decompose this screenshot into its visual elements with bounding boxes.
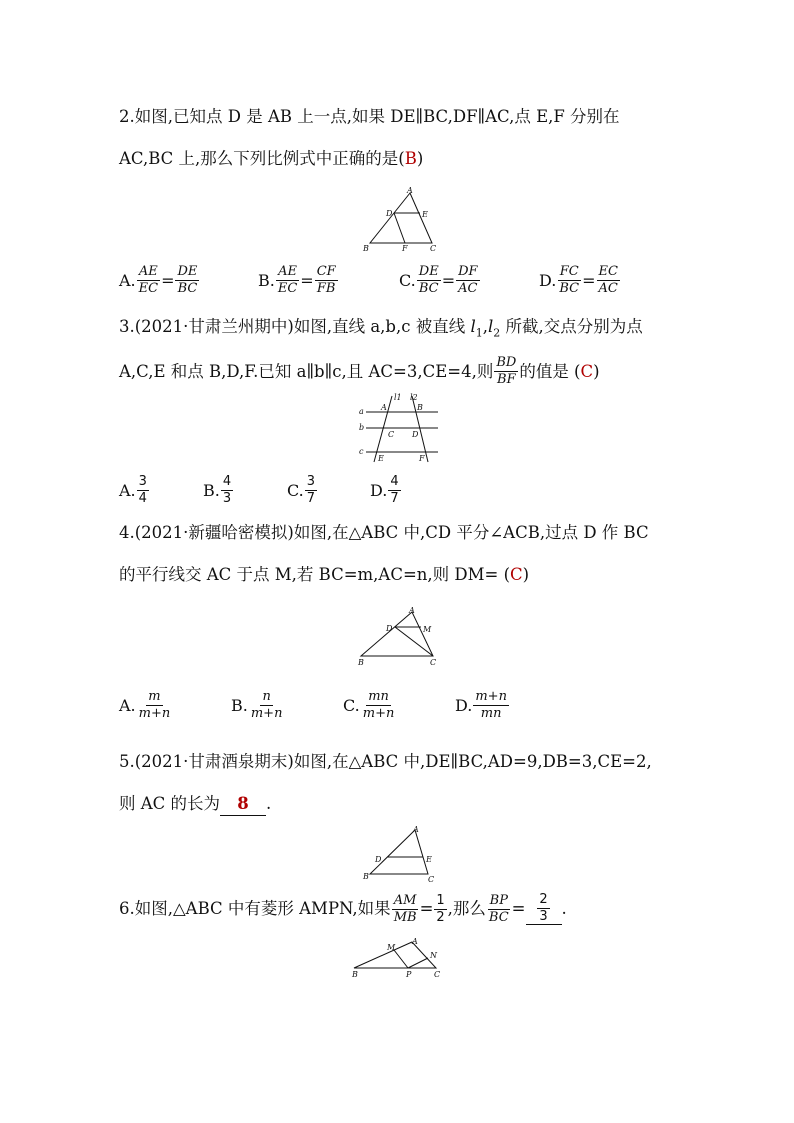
- q4-option-c: [343, 690, 397, 721]
- equals: =: [419, 899, 434, 918]
- frac-den: 7: [390, 491, 399, 506]
- frac-den: AC: [598, 281, 618, 296]
- q3-fig-label-a: a: [359, 407, 364, 416]
- q2-option-d-label: D.: [539, 271, 557, 290]
- q3-fig-label-pb: B: [417, 403, 423, 412]
- q5-fig-label-d: D: [375, 855, 382, 864]
- q4-option-b-frac: [249, 690, 285, 721]
- q6-fig-label-n: N: [430, 951, 437, 960]
- q2-option-d-frac2: [597, 265, 620, 296]
- frac-num: 3: [306, 474, 316, 489]
- q2-fig-label-f: F: [402, 244, 408, 253]
- frac-den: MB: [393, 909, 417, 925]
- q2-option-b-label: B.: [258, 271, 275, 290]
- q4-fig-label-c: C: [430, 658, 437, 667]
- q2-line2-pre: AC,BC 上,那么下列比例式中正确的是(: [119, 149, 405, 168]
- frac-den: m+n: [138, 706, 171, 721]
- q3-line1-post: 所截,交点分别为点: [500, 317, 643, 336]
- q2-option-b-frac1: [276, 265, 299, 296]
- q3-line2-post: ): [593, 361, 600, 381]
- q6-figure: [348, 936, 448, 980]
- q3-ratio: [494, 356, 518, 387]
- q5-line1: 5.(2021·甘肃酒泉期末)如图,在△ABC 中,DE∥BC,AD=9,DB=3,CE=2,: [119, 752, 652, 771]
- q5-answer: 8: [237, 794, 249, 813]
- q5-line2-pre: 则 AC 的长为: [119, 794, 221, 813]
- q3-option-d-label: D.: [370, 481, 388, 500]
- q4-fig-label-m: M: [423, 625, 432, 634]
- q3-option-c-frac: [305, 475, 317, 506]
- frac-num: 3: [138, 474, 147, 489]
- q4-line2: [119, 564, 529, 586]
- q3-sep: ,: [482, 317, 488, 336]
- q3-figure: [352, 392, 444, 464]
- frac-num: AM: [393, 892, 417, 908]
- q2-line2-post: ): [416, 149, 424, 168]
- q4-fig-label-a: A: [409, 606, 415, 615]
- q4-figure: [355, 606, 441, 668]
- q4-line2-post: ): [522, 565, 530, 584]
- q4-option-c-frac: [361, 690, 397, 721]
- frac-num: DE: [418, 264, 439, 279]
- q2-option-a: [119, 265, 200, 296]
- frac-den: 2: [436, 909, 445, 925]
- frac-num: 1: [436, 892, 445, 908]
- q2-option-c-frac2: [456, 265, 479, 296]
- q2-fig-label-a: A: [407, 186, 413, 195]
- q6-frac-half: [434, 894, 446, 925]
- q3-fig-label-c: c: [359, 447, 364, 456]
- equals: =: [300, 271, 314, 290]
- q4-fig-label-d: D: [386, 624, 393, 633]
- frac-den: mn: [480, 706, 502, 721]
- q5-answer-blank: [220, 793, 266, 816]
- frac-den: BC: [177, 281, 198, 296]
- q2-fig-label-d: D: [386, 209, 393, 218]
- q3-option-c: [287, 475, 318, 506]
- frac-den: 3: [222, 491, 232, 506]
- q4-option-a-label: A.: [119, 696, 136, 715]
- q2-fig-label-b: B: [363, 244, 369, 253]
- q2-line2: [119, 148, 423, 170]
- q3-line1: [119, 316, 643, 344]
- q3-option-b-frac: [221, 475, 233, 506]
- q3-option-d-frac: [388, 475, 400, 506]
- q3-option-a-frac: [137, 475, 149, 506]
- q3-line1-pre: 3.(2021·甘肃兰州期中)如图,直线 a,b,c 被直线: [119, 317, 471, 336]
- q3-l2-sub: 2: [493, 326, 501, 340]
- q5-line2: [119, 793, 271, 816]
- q6-fig-label-c: C: [434, 970, 441, 979]
- frac-den: m+n: [250, 706, 283, 721]
- frac-num: CF: [316, 264, 336, 279]
- frac-num: DE: [177, 264, 198, 279]
- q3-line2-pre: A,C,E 和点 B,D,F.已知 a∥b∥c,且 AC=3,CE=4,则: [119, 361, 494, 381]
- q3-answer: C: [580, 361, 594, 381]
- frac-den: m+n: [362, 706, 395, 721]
- q4-option-d-frac: [473, 690, 509, 721]
- frac-den: AC: [458, 281, 478, 296]
- frac-num: FC: [559, 264, 579, 279]
- frac-num: 4: [222, 474, 232, 489]
- q6-post: .: [561, 899, 567, 918]
- frac-den: 7: [306, 491, 316, 506]
- q2-figure: [358, 185, 440, 255]
- q3-l2: l: [488, 317, 494, 336]
- frac-num: AE: [278, 264, 297, 279]
- frac-den: 4: [138, 491, 147, 506]
- q2-option-d: [539, 265, 621, 296]
- q3-fig-label-pe: E: [378, 454, 384, 463]
- frac-num: m: [148, 689, 161, 704]
- q2-option-b-frac2: [315, 265, 338, 296]
- q6-fig-label-a: A: [412, 937, 418, 946]
- q6-line: [119, 892, 567, 925]
- q6-frac-am-mb: [392, 894, 419, 925]
- q2-line1: 2.如图,已知点 D 是 AB 上一点,如果 DE∥BC,DF∥AC,点 E,F 分别在: [119, 107, 620, 126]
- q3-fig-label-pf: F: [419, 454, 425, 463]
- q2-fig-label-c: C: [430, 244, 437, 253]
- frac-den: FB: [316, 281, 336, 296]
- equals: =: [441, 271, 456, 290]
- q3-line2: [119, 356, 600, 387]
- frac-den: EC: [277, 281, 298, 296]
- q6-fig-label-b: B: [352, 970, 358, 979]
- q3-option-b-label: B.: [203, 481, 220, 500]
- frac-num: BP: [489, 892, 508, 908]
- q4-fig-label-b: B: [358, 658, 364, 667]
- q3-fig-label-pc: C: [388, 430, 395, 439]
- q2-option-a-label: A.: [119, 271, 136, 290]
- q6-fig-label-m: M: [387, 943, 396, 952]
- q3-option-b: [203, 475, 234, 506]
- q3-fig-label-l1: l1: [394, 393, 402, 402]
- q6-answer: [537, 893, 549, 924]
- frac-num: EC: [598, 264, 618, 279]
- q3-option-c-label: C.: [287, 481, 304, 500]
- q2-fig-label-e: E: [422, 210, 428, 219]
- q2-option-b: [258, 265, 339, 296]
- frac-num: 2: [539, 892, 548, 907]
- q6-pre: 6.如图,△ABC 中有菱形 AMPN,如果: [119, 899, 391, 918]
- frac-num: AE: [138, 264, 158, 279]
- q3-option-a-label: A.: [119, 481, 136, 500]
- q4-line2-pre: 的平行线交 AC 于点 M,若 BC=m,AC=n,则 DM= (: [119, 565, 511, 584]
- equals: =: [511, 899, 526, 918]
- q2-option-c-label: C.: [399, 271, 416, 290]
- q2-answer: B: [404, 149, 417, 168]
- q5-line2-post: .: [266, 794, 272, 813]
- q4-option-d: [455, 690, 510, 721]
- frac-den: BC: [488, 909, 509, 925]
- q3-l1: l: [470, 317, 476, 336]
- q3-fig-label-pa: A: [381, 403, 387, 412]
- frac-den: BF: [497, 372, 516, 387]
- q3-fig-label-b: b: [359, 423, 365, 432]
- equals: =: [161, 271, 175, 290]
- q3-line2-mid: 的值是 (: [519, 361, 581, 381]
- q6-frac-bp-bc: [487, 894, 511, 925]
- q5-figure: [360, 824, 442, 884]
- q4-option-b: [231, 690, 285, 721]
- q4-answer: C: [510, 565, 523, 584]
- q2-option-c-frac1: [417, 265, 441, 296]
- frac-num: BD: [496, 355, 517, 370]
- q3-fig-label-pd: D: [412, 430, 419, 439]
- frac-num: DF: [458, 264, 478, 279]
- q2-option-d-frac1: [557, 265, 581, 296]
- q2-option-a-frac2: [175, 265, 199, 296]
- frac-num: mn: [368, 689, 389, 704]
- q4-option-c-label: C.: [343, 696, 360, 715]
- q5-fig-label-b: B: [363, 872, 369, 881]
- q2-option-a-frac1: [137, 265, 160, 296]
- q2-option-c: [399, 265, 481, 296]
- equals: =: [582, 271, 596, 290]
- q3-fig-label-l2: l2: [410, 393, 418, 402]
- q3-option-a: [119, 475, 150, 506]
- q4-line1: 4.(2021·新疆哈密模拟)如图,在△ABC 中,CD 平分∠ACB,过点 D 作 BC: [119, 523, 649, 542]
- frac-num: m+n: [475, 689, 507, 704]
- q4-option-b-label: B.: [231, 696, 248, 715]
- q5-fig-label-a: A: [413, 825, 419, 834]
- frac-den: EC: [138, 281, 159, 296]
- frac-den: BC: [418, 281, 439, 296]
- q3-l1-sub: 1: [475, 326, 483, 340]
- q6-answer-blank: [526, 893, 562, 925]
- q6-mid: ,那么: [447, 899, 486, 918]
- q4-option-d-label: D.: [455, 696, 473, 715]
- q5-fig-label-c: C: [428, 875, 435, 884]
- frac-den: BC: [559, 281, 580, 296]
- frac-num: n: [262, 689, 271, 704]
- q4-option-a: [119, 690, 173, 721]
- frac-num: 4: [390, 474, 399, 489]
- frac-den: 3: [539, 909, 548, 924]
- q4-option-a-frac: [137, 690, 173, 721]
- q3-option-d: [370, 475, 402, 506]
- q5-fig-label-e: E: [426, 855, 432, 864]
- q6-fig-label-p: P: [406, 970, 412, 979]
